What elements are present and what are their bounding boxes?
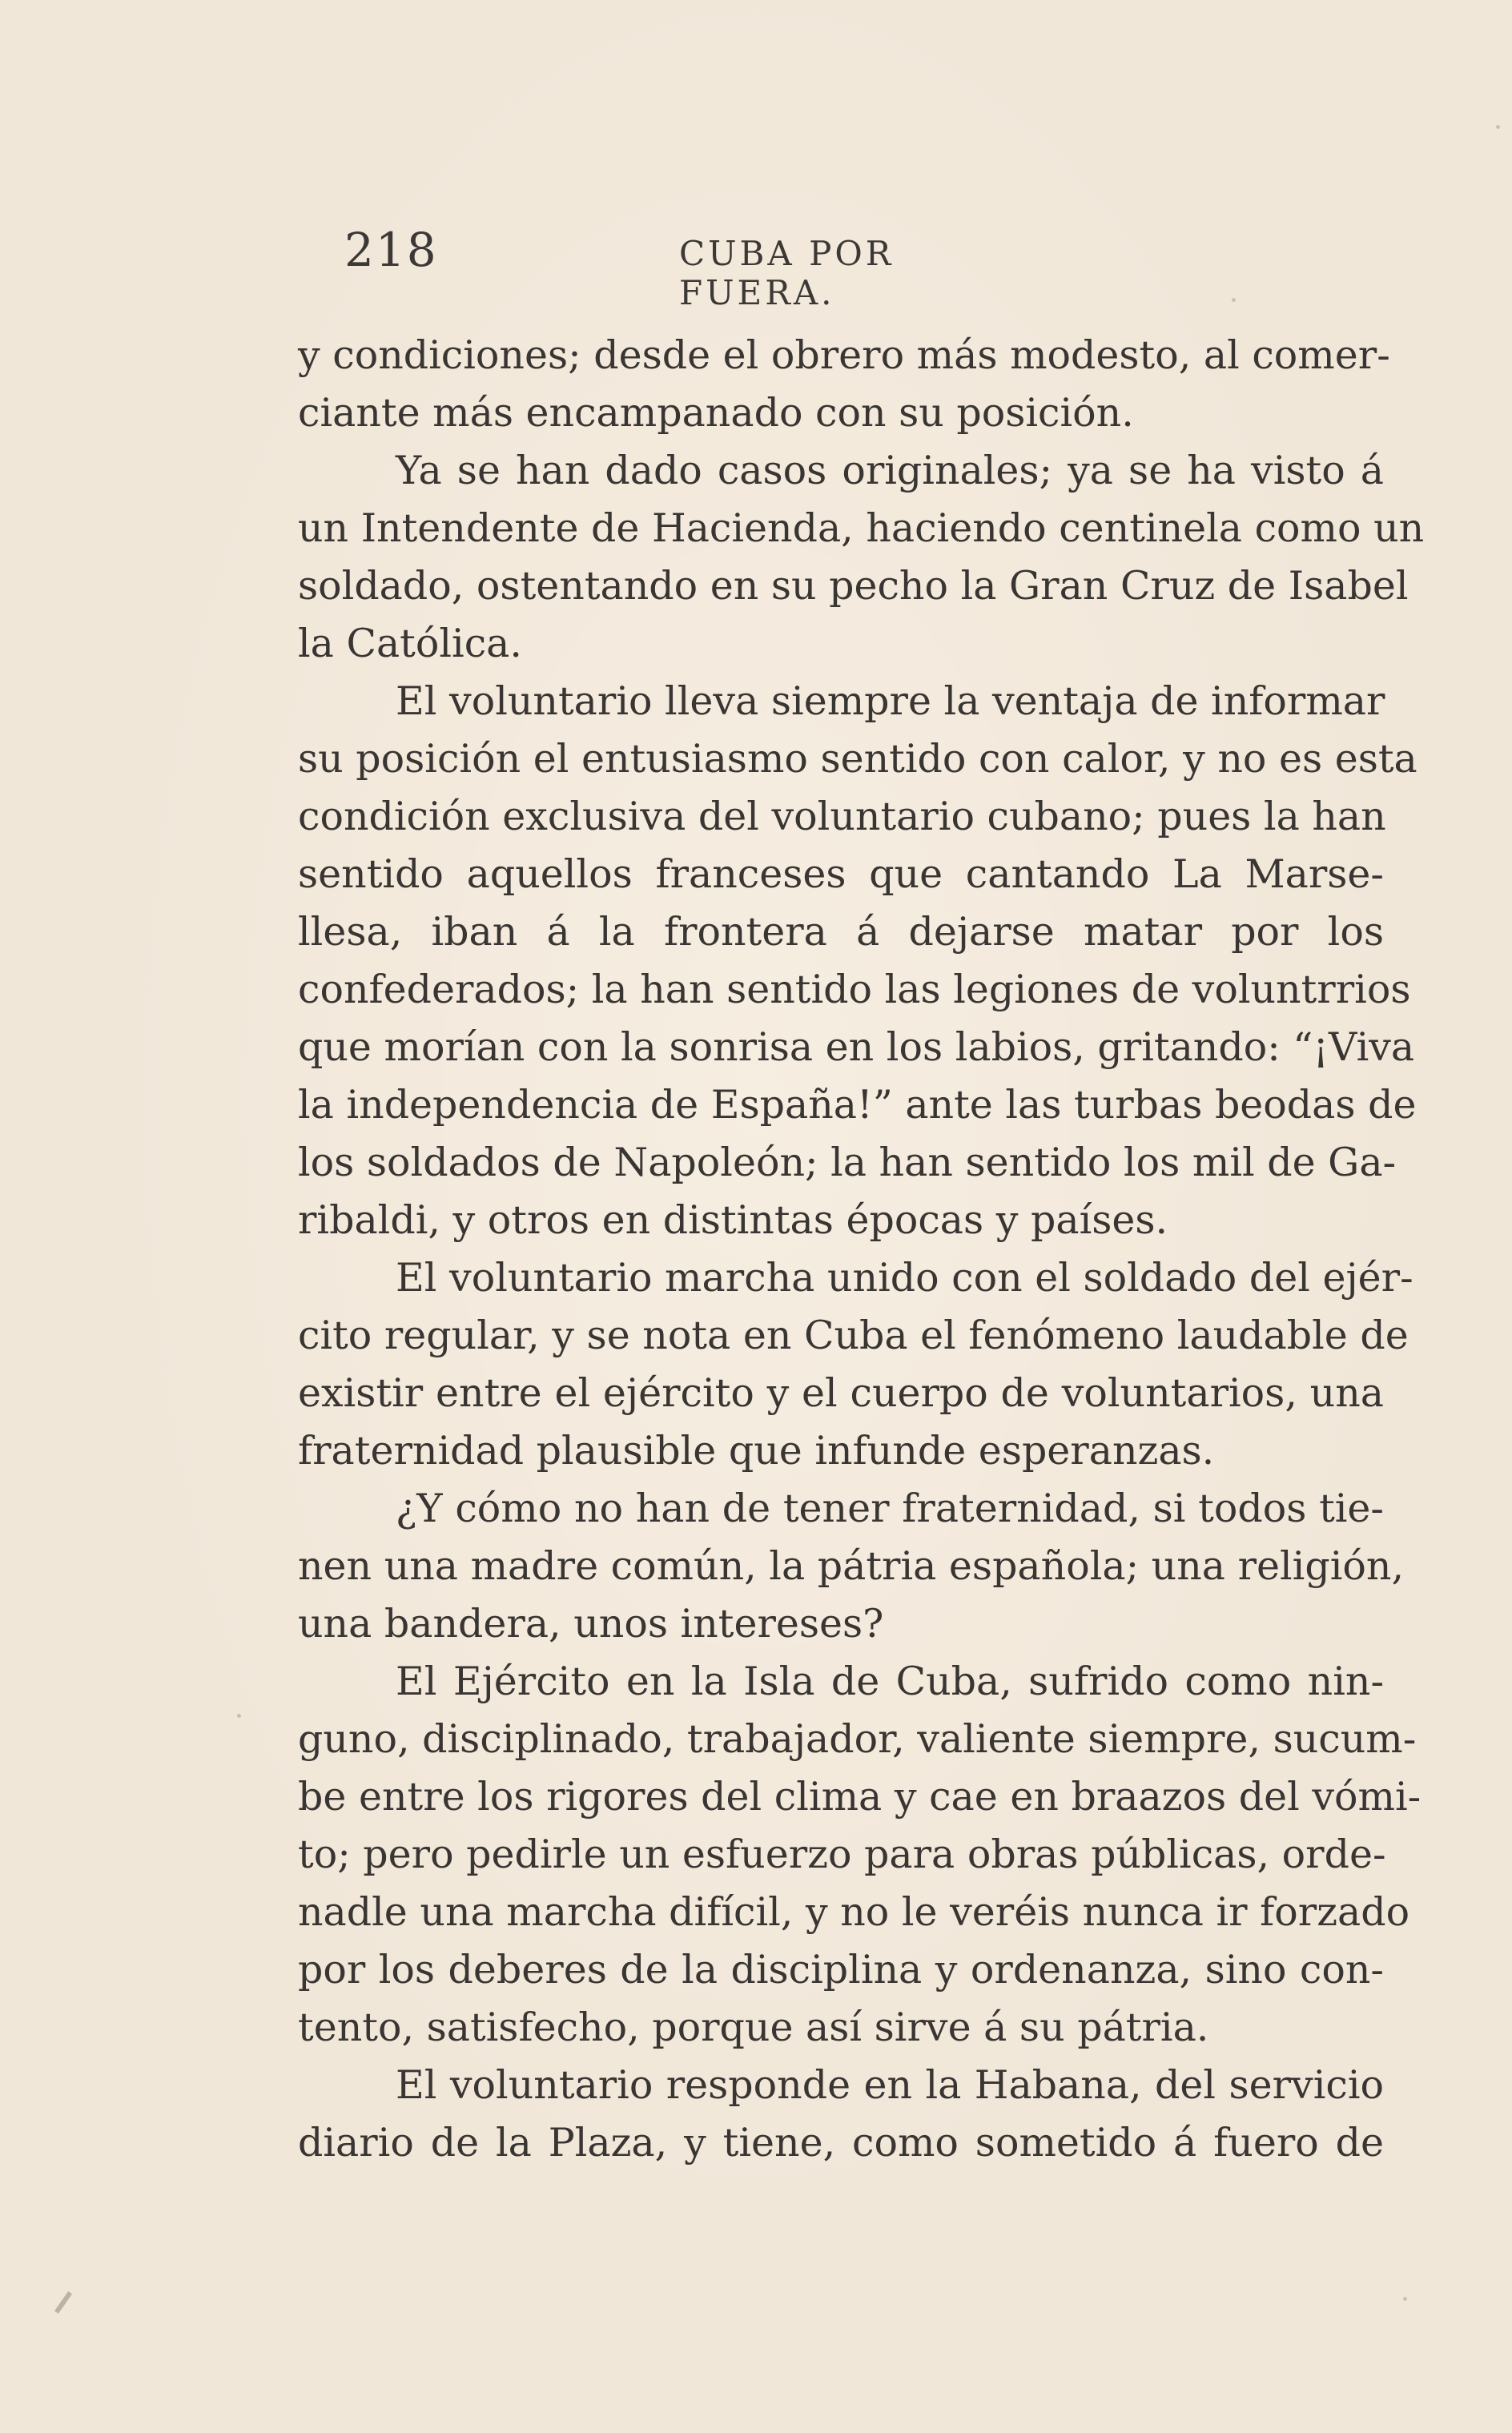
text-line: cito regular, y se nota en Cuba el fenómeno laudable de <box>298 1313 1409 1358</box>
text-line: por los deberes de la disciplina y ordenanza, sino con- <box>298 1947 1384 1993</box>
paper-speck <box>237 1714 241 1718</box>
text-line: llesa, iban á la frontera á dejarse matar por los <box>298 909 1384 955</box>
text-line: sentido aquellos franceses que cantando La Marse- <box>298 851 1384 897</box>
text-line: ciante más encampanado con su posición. <box>298 390 1134 436</box>
text-line: un Intendente de Hacienda, haciendo centinela como un <box>298 505 1425 551</box>
text-line: una bandera, unos intereses? <box>298 1601 884 1647</box>
text-line: diario de la Plaza, y tiene, como sometido á fuero de <box>298 2120 1384 2166</box>
text-line: condición exclusiva del voluntario cubano; pues la han <box>298 794 1386 839</box>
text-line: El voluntario marcha unido con el soldado del ejér- <box>396 1255 1413 1301</box>
text-line: Ya se han dado casos originales; ya se ha visto á <box>396 448 1384 493</box>
text-line: su posición el entusiasmo sentido con calor, y no es esta <box>298 736 1418 782</box>
text-line: El voluntario lleva siempre la ventaja de informar <box>396 678 1385 724</box>
text-line: El Ejército en la Isla de Cuba, sufrido como nin- <box>396 1659 1384 1704</box>
text-line: ribaldi, y otros en distintas épocas y países. <box>298 1197 1168 1243</box>
page-number: 218 <box>344 223 438 277</box>
paper-speck <box>1232 298 1236 302</box>
text-line: confederados; la han sentido las legiones de voluntrrios <box>298 967 1411 1012</box>
text-line: la independencia de España!” ante las turbas beodas de <box>298 1082 1417 1128</box>
page-header <box>344 223 1033 312</box>
text-line: tento, satisfecho, porque así sirve á su pátria. <box>298 2005 1209 2050</box>
text-line: fraternidad plausible que infunde esperanzas. <box>298 1428 1215 1474</box>
text-line: nadle una marcha difícil, y no le veréis nunca ir forzado <box>298 1889 1410 1935</box>
text-line: existir entre el ejército y el cuerpo de voluntarios, una <box>298 1370 1384 1416</box>
text-line: be entre los rigores del clima y cae en braazos del vómi- <box>298 1774 1422 1820</box>
text-line: que morían con la sonrisa en los labios, gritando: “¡Viva <box>298 1024 1415 1070</box>
text-line: y condiciones; desde el obrero más modesto, al comer- <box>298 332 1390 378</box>
text-line: soldado, ostentando en su pecho la Gran Cruz de Isabel <box>298 563 1409 609</box>
text-line: la Católica. <box>298 621 522 666</box>
text-line: ¿Y cómo no han de tener fraternidad, si todos tie- <box>396 1486 1384 1531</box>
text-line: nen una madre común, la pátria española; una religión, <box>298 1543 1405 1589</box>
body-text <box>298 327 1425 2172</box>
pencil-mark <box>54 2291 72 2314</box>
text-line: guno, disciplinado, trabajador, valiente siempre, sucum- <box>298 1716 1417 1762</box>
text-line: El voluntario responde en la Habana, del servicio <box>396 2062 1384 2108</box>
running-head: CUBA POR FUERA. <box>679 234 895 312</box>
paper-speck <box>1403 2297 1407 2301</box>
paper-speck <box>1496 125 1500 129</box>
text-line: to; pero pedirle un esfuerzo para obras públicas, orde- <box>298 1832 1386 1877</box>
text-line: los soldados de Napoleón; la han sentido los mil de Ga- <box>298 1140 1397 1185</box>
